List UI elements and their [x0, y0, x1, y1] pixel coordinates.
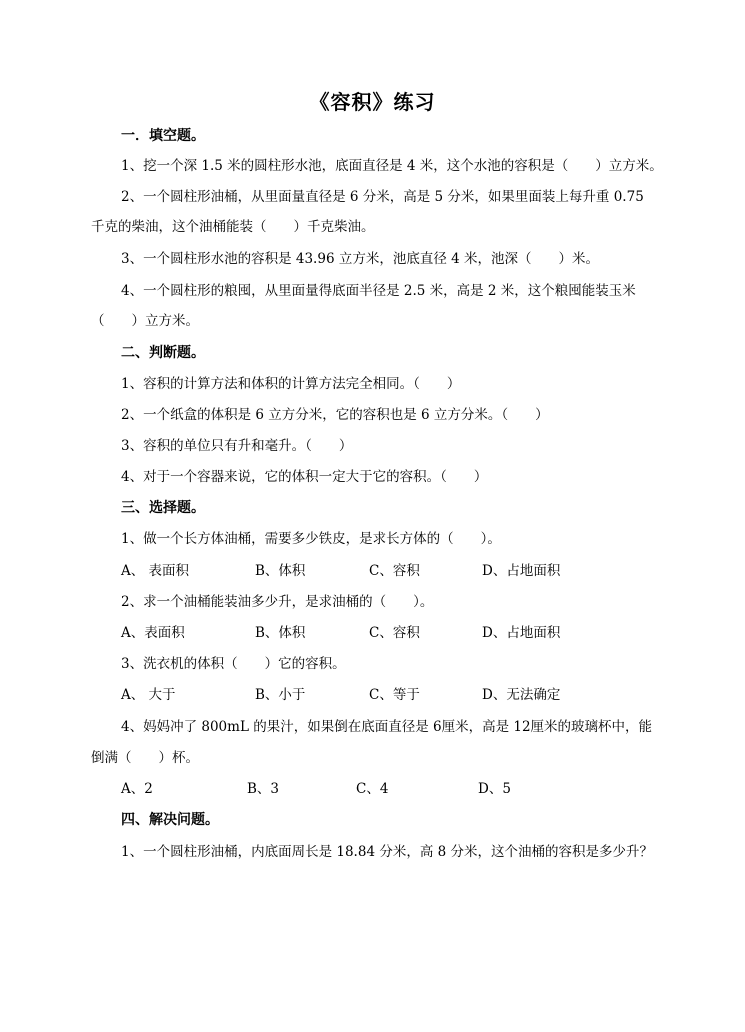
option-3-2-a: A、表面积: [121, 625, 185, 641]
section-heading-multiple-choice: 三、选择题。: [121, 500, 205, 516]
question-2-2: 2、一个纸盒的体积是 6 立方分米，它的容积也是 6 立方分米。（ ）: [121, 407, 549, 423]
question-1-4-line1: 4、一个圆柱形的粮囤，从里面量得底面半径是 2.5 米，高是 2 米，这个粮囤能装玉米: [121, 283, 636, 299]
option-3-3-c: C、等于: [369, 687, 420, 703]
section-heading-word-problems: 四、解决问题。: [121, 812, 219, 828]
question-1-4-line2: （ ）立方米。: [91, 313, 199, 329]
option-3-4-d: D、5: [478, 781, 511, 797]
option-3-1-a: A、 表面积: [121, 563, 190, 579]
question-1-2-line1: 2、一个圆柱形油桶，从里面量直径是 6 分米，高是 5 分米，如果里面装上每升重 0.75: [121, 189, 644, 205]
question-1-2-line2: 千克的柴油，这个油桶能装（ ）千克柴油。: [91, 219, 375, 235]
question-2-3: 3、容积的单位只有升和毫升。（ ）: [121, 438, 353, 454]
page-title: 《容积》练习: [309, 90, 436, 114]
option-3-2-d: D、占地面积: [482, 625, 561, 641]
question-3-2: 2、求一个油桶能装油多少升，是求油桶的（ ）。: [121, 594, 434, 610]
option-3-4-a: A、2: [121, 781, 153, 797]
question-3-3: 3、洗衣机的体积（ ）它的容积。: [121, 656, 346, 672]
question-2-4: 4、对于一个容器来说，它的体积一定大于它的容积。（ ）: [121, 469, 488, 485]
question-3-1: 1、做一个长方体油桶，需要多少铁皮，是求长方体的（ ）。: [121, 531, 501, 547]
option-3-4-b: B、3: [247, 781, 280, 797]
question-1-3: 3、一个圆柱形水池的容积是 43.96 立方米，池底直径 4 米，池深（ ）米。: [121, 251, 599, 267]
option-3-1-c: C、容积: [369, 563, 420, 579]
option-3-2-c: C、容积: [369, 625, 420, 641]
option-3-4-c: C、4: [356, 781, 389, 797]
section-heading-fill-blank: 一．填空题。: [121, 128, 205, 144]
question-2-1: 1、容积的计算方法和体积的计算方法完全相同。（ ）: [121, 376, 461, 392]
option-3-3-d: D、无法确定: [482, 687, 561, 703]
option-3-3-b: B、小于: [255, 687, 306, 703]
option-3-1-d: D、占地面积: [482, 563, 561, 579]
option-3-2-b: B、体积: [255, 625, 306, 641]
option-3-1-b: B、体积: [255, 563, 306, 579]
section-heading-true-false: 二、判断题。: [121, 345, 205, 361]
question-1-1: 1、挖一个深 1.5 米的圆柱形水池，底面直径是 4 米，这个水池的容积是（ ）立方米。: [121, 158, 663, 174]
option-3-3-a: A、 大于: [121, 687, 176, 703]
question-3-4-line1: 4、妈妈冲了 800mL 的果汁，如果倒在底面直径是 6厘米，高是 12厘米的玻璃杯中，能: [121, 719, 653, 735]
question-3-4-line2: 倒满（ ）杯。: [91, 750, 199, 766]
question-4-1: 1、一个圆柱形油桶，内底面周长是 18.84 分米，高 8 分米，这个油桶的容积是多少升？: [121, 844, 653, 860]
